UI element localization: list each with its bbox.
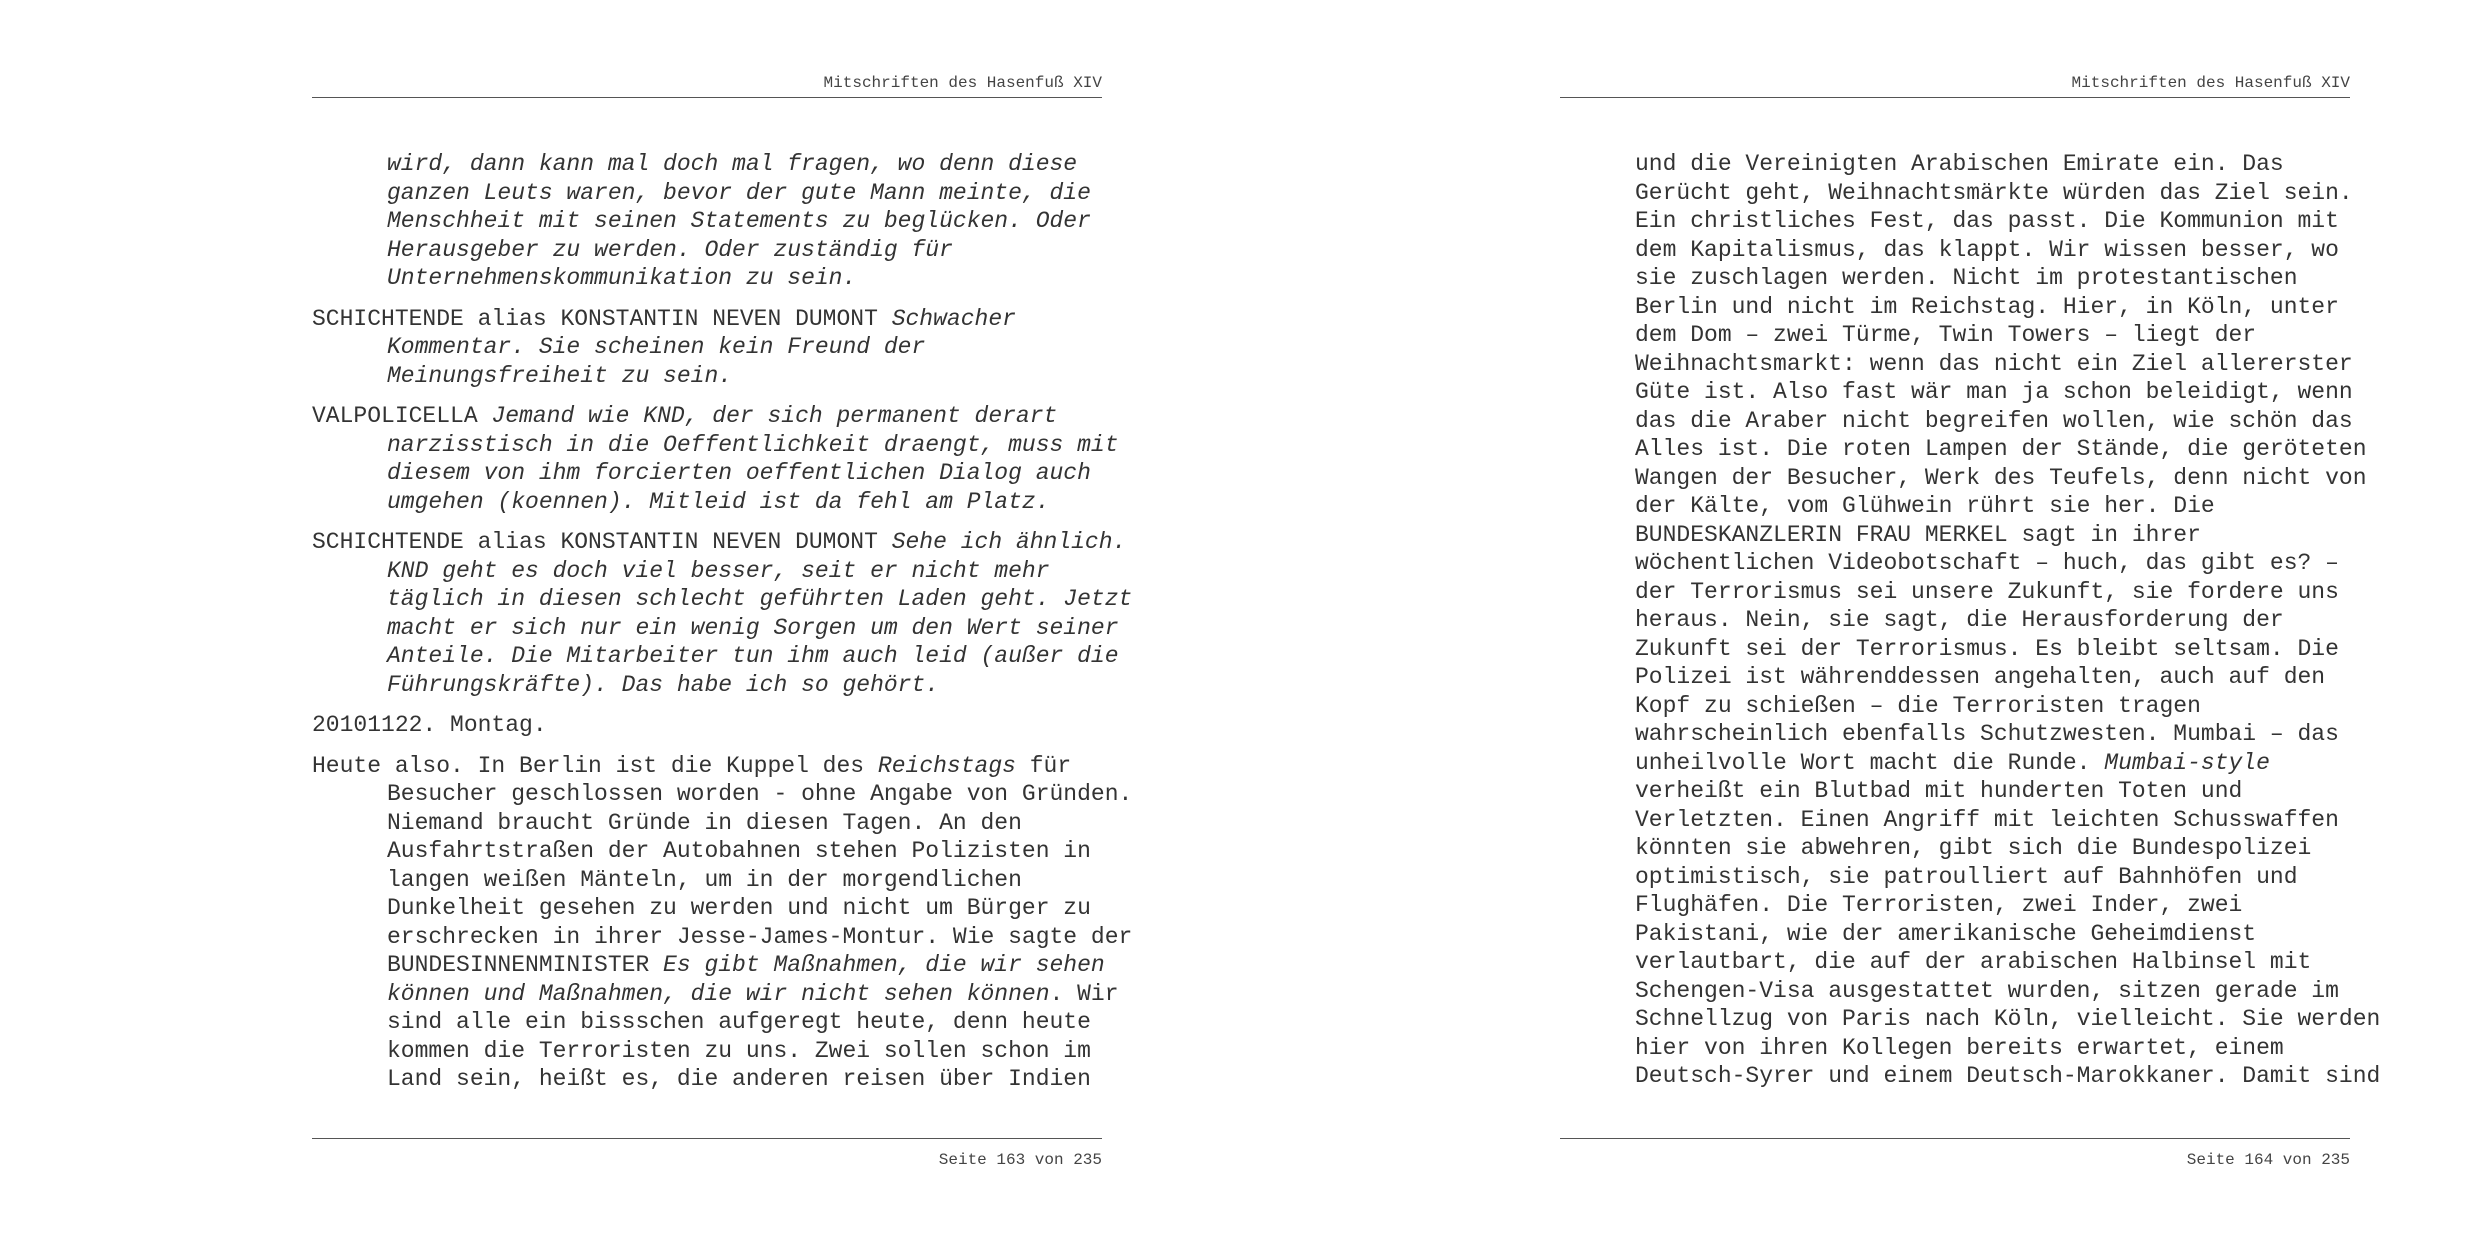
text-line xyxy=(1560,578,2350,607)
text-line xyxy=(312,585,1133,614)
italic-text: täglich in diesen schlecht geführten Laden geht. Jetzt xyxy=(387,586,1133,612)
page-header: Mitschriften des Hasenfuß XIV xyxy=(2071,74,2350,92)
header-rule xyxy=(1560,97,2350,98)
text-run: . Wir xyxy=(1049,980,1119,1007)
paragraph xyxy=(312,711,1102,740)
text-line xyxy=(312,207,1102,236)
italic-text: Meinungsfreiheit zu sein. xyxy=(387,362,733,389)
text-run: heraus. Nein, sie sagt, die Herausforderung der xyxy=(1635,607,2284,633)
text-run: Heute also. In Berlin ist die Kuppel des xyxy=(312,752,878,779)
italic-text: Unternehmenskommunikation zu sein. xyxy=(387,265,857,291)
paragraph xyxy=(312,305,1102,391)
text-run: BUNDESKANZLERIN FRAU MERKEL sagt in ihrer xyxy=(1635,521,2201,548)
text-run: erschrecken in ihrer Jesse-James-Montur. Wie sagte der xyxy=(387,923,1133,950)
text-line xyxy=(1560,236,2350,265)
text-line xyxy=(312,557,1102,586)
text-line xyxy=(312,459,1102,488)
italic-text: Reichstags xyxy=(877,752,1016,779)
text-run: Weihnachtsmarkt: wenn das nicht ein Ziel allererster xyxy=(1635,350,2353,377)
text-run: verlautbart, die auf der arabischen Halbinsel mit xyxy=(1635,949,2312,975)
text-run: Verletzten. Einen Angriff mit leichten Schusswaffen xyxy=(1635,806,2339,833)
text-line xyxy=(1560,378,2353,407)
text-line xyxy=(1560,692,2350,721)
text-line xyxy=(1560,293,2350,322)
text-line xyxy=(312,528,1127,557)
text-run: 20101122. Montag. xyxy=(312,712,547,738)
italic-text: diesem von ihm forcierten oeffentlichen Dialog auch xyxy=(387,460,1091,486)
text-run: Schnellzug von Paris nach Köln, vielleicht. Sie werden xyxy=(1635,1006,2381,1032)
text-run: verheißt ein Blutbad mit hunderten Toten und xyxy=(1635,778,2243,804)
text-run: der Kälte, vom Glühwein rührt sie her. Die xyxy=(1635,493,2215,519)
italic-text: Menschheit mit seinen Statements zu beglücken. Oder xyxy=(387,208,1091,234)
text-line xyxy=(1560,1062,2381,1091)
text-line xyxy=(312,614,1119,643)
footer-rule xyxy=(1560,1138,2350,1139)
text-line xyxy=(312,333,1102,362)
text-line xyxy=(1560,435,2367,464)
footer-rule xyxy=(312,1138,1102,1139)
italic-text: Sehe ich ähnlich. xyxy=(891,529,1127,555)
text-line xyxy=(312,642,1119,671)
text-line xyxy=(312,809,1102,838)
text-line xyxy=(1560,1034,2350,1063)
text-line xyxy=(312,305,1102,334)
text-run: und die Vereinigten Arabischen Emirate ein. Das xyxy=(1635,151,2284,177)
text-run: optimistisch, sie patroulliert auf Bahnhöfen und xyxy=(1635,863,2298,890)
italic-text: narzisstisch in die Oeffentlichkeit draengt, muss mit xyxy=(387,431,1119,458)
text-run: hier von ihren Kollegen bereits erwartet, einem xyxy=(1635,1034,2284,1061)
right-page xyxy=(1560,0,2381,1240)
text-run: Berlin und nicht im Reichstag. Hier, in Köln, unter xyxy=(1635,293,2339,320)
text-line xyxy=(312,923,1133,952)
text-line xyxy=(312,1065,1102,1094)
text-line xyxy=(312,951,1105,980)
text-run: Flughäfen. Die Terroristen, zwei Inder, zwei xyxy=(1635,892,2243,918)
text-run: Gerücht geht, Weihnachtsmärkte würden das Ziel sein. xyxy=(1635,179,2353,206)
text-run: Ein christliches Fest, das passt. Die Kommunion mit xyxy=(1635,208,2339,234)
italic-text: Kommentar. Sie scheinen kein Freund der xyxy=(387,334,926,360)
text-line xyxy=(312,752,1102,781)
page-footer: Seite 164 von 235 xyxy=(2186,1151,2350,1169)
text-line xyxy=(312,837,1102,866)
text-line xyxy=(1560,492,2350,521)
text-line xyxy=(1560,749,2350,778)
text-run: BUNDESINNENMINISTER xyxy=(387,952,664,978)
text-run: dem Dom – zwei Türme, Twin Towers – liegt der xyxy=(1635,322,2257,348)
italic-text: umgehen (koennen). Mitleid ist da fehl am Platz. xyxy=(387,488,1050,515)
paragraph xyxy=(312,752,1133,1094)
italic-text: Mumbai-style xyxy=(2104,749,2270,776)
text-run: wahrscheinlich ebenfalls Schutzwesten. Mumbai – das xyxy=(1635,721,2339,747)
italic-text: Führungskräfte). Das habe ich so gehört. xyxy=(387,671,940,698)
text-line xyxy=(1560,635,2350,664)
text-line xyxy=(312,894,1102,923)
text-run: Besucher geschlossen worden - ohne Angabe von Gründen. xyxy=(387,781,1133,807)
text-line xyxy=(312,150,1102,179)
text-line xyxy=(312,980,1119,1009)
text-line xyxy=(312,1037,1102,1066)
text-line xyxy=(1560,977,2350,1006)
text-line xyxy=(312,362,1102,391)
text-run: SCHICHTENDE alias KONSTANTIN NEVEN DUMONT xyxy=(312,305,892,332)
italic-text: wird, dann kann mal doch mal fragen, wo denn diese xyxy=(387,151,1078,177)
text-run: Kopf zu schießen – die Terroristen tragen xyxy=(1635,692,2201,719)
paragraph xyxy=(312,528,1133,699)
page-body xyxy=(312,150,1133,1106)
text-run: Ausfahrtstraßen der Autobahnen stehen Polizisten in xyxy=(387,838,1091,864)
page-body xyxy=(1560,150,2381,1091)
text-line xyxy=(1560,207,2350,236)
text-run: Niemand braucht Gründe in diesen Tagen. An den xyxy=(387,809,1022,836)
text-line xyxy=(1560,1005,2381,1034)
text-line xyxy=(1560,264,2350,293)
text-run: sind alle ein bissschen aufgeregt heute, denn heute xyxy=(387,1009,1091,1035)
text-line xyxy=(1560,407,2353,436)
text-run: VALPOLICELLA xyxy=(312,403,492,429)
text-line xyxy=(312,671,1102,700)
text-line xyxy=(1560,834,2350,863)
page-footer: Seite 163 von 235 xyxy=(938,1151,1102,1169)
text-run: Dunkelheit gesehen zu werden und nicht um Bürger zu xyxy=(387,895,1091,921)
text-run: Polizei ist währenddessen angehalten, auch auf den xyxy=(1635,664,2326,690)
text-run: Land sein, heißt es, die anderen reisen über Indien xyxy=(387,1066,1091,1092)
text-run: langen weißen Mänteln, um in der morgendlichen xyxy=(387,866,1022,893)
text-line xyxy=(1560,321,2350,350)
text-line xyxy=(1560,350,2353,379)
text-run: das die Araber nicht begreifen wollen, wie schön das xyxy=(1635,407,2353,434)
left-page xyxy=(312,0,1133,1240)
text-line xyxy=(1560,663,2350,692)
text-line xyxy=(1560,863,2350,892)
text-run: der Terrorismus sei unsere Zukunft, sie fordere uns xyxy=(1635,578,2339,605)
italic-text: ganzen Leuts waren, bevor der gute Mann meinte, die xyxy=(387,179,1091,206)
text-line xyxy=(1560,464,2367,493)
italic-text: Herausgeber zu werden. Oder zuständig für xyxy=(387,236,953,263)
text-line xyxy=(1560,891,2350,920)
text-line xyxy=(1560,549,2350,578)
text-line xyxy=(1560,150,2350,179)
text-line xyxy=(312,264,1102,293)
text-line xyxy=(1560,806,2350,835)
text-line xyxy=(312,1008,1102,1037)
text-line xyxy=(312,711,1102,740)
text-line xyxy=(312,488,1102,517)
text-run: Pakistani, wie der amerikanische Geheimdienst xyxy=(1635,920,2257,947)
text-line xyxy=(1560,521,2350,550)
header-rule xyxy=(312,97,1102,98)
italic-text: Anteile. Die Mitarbeiter tun ihm auch leid (außer die xyxy=(387,643,1119,669)
paragraph xyxy=(312,402,1119,516)
text-run: für xyxy=(1015,752,1072,779)
text-run: dem Kapitalismus, das klappt. Wir wissen besser, wo xyxy=(1635,236,2339,263)
text-run: könnten sie abwehren, gibt sich die Bundespolizei xyxy=(1635,835,2312,861)
italic-text: Es gibt Maßnahmen, die wir sehen xyxy=(663,952,1105,978)
text-line xyxy=(1560,179,2353,208)
text-run: Alles ist. Die roten Lampen der Stände, die geröteten xyxy=(1635,436,2367,462)
text-line xyxy=(1560,920,2350,949)
text-line xyxy=(1560,777,2350,806)
italic-text: Jemand wie KND, der sich permanent derart xyxy=(491,403,1058,429)
text-line xyxy=(312,431,1119,460)
text-run: kommen die Terroristen zu uns. Zwei sollen schon im xyxy=(387,1037,1091,1064)
text-run: wöchentlichen Videobotschaft – huch, das gibt es? – xyxy=(1635,550,2339,576)
text-run: Schengen-Visa ausgestattet wurden, sitzen gerade im xyxy=(1635,977,2339,1004)
text-run: Güte ist. Also fast wär man ja schon beleidigt, wenn xyxy=(1635,379,2353,405)
italic-text: KND geht es doch viel besser, seit er nicht mehr xyxy=(387,557,1050,584)
paragraph xyxy=(312,150,1102,293)
text-run: SCHICHTENDE alias KONSTANTIN NEVEN DUMONT xyxy=(312,529,892,555)
text-line xyxy=(1560,948,2350,977)
italic-text: Schwacher xyxy=(891,305,1016,332)
text-run: Deutsch-Syrer und einem Deutsch-Marokkaner. Damit sind xyxy=(1635,1063,2381,1089)
text-run: sie zuschlagen werden. Nicht im protestantischen xyxy=(1635,265,2298,291)
italic-text: können und Maßnahmen, die wir nicht sehen können xyxy=(387,980,1050,1007)
italic-text: macht er sich nur ein wenig Sorgen um den Wert seiner xyxy=(387,614,1119,641)
text-line xyxy=(312,780,1133,809)
text-run: Zukunft sei der Terrorismus. Es bleibt seltsam. Die xyxy=(1635,635,2339,662)
text-line xyxy=(312,179,1102,208)
text-run: Wangen der Besucher, Werk des Teufels, denn nicht von xyxy=(1635,464,2367,491)
text-run: unheilvolle Wort macht die Runde. xyxy=(1635,749,2105,776)
text-line xyxy=(312,402,1102,431)
text-line xyxy=(1560,720,2350,749)
text-line xyxy=(312,236,1102,265)
text-line xyxy=(312,866,1102,895)
page-header: Mitschriften des Hasenfuß XIV xyxy=(823,74,1102,92)
text-line xyxy=(1560,606,2350,635)
